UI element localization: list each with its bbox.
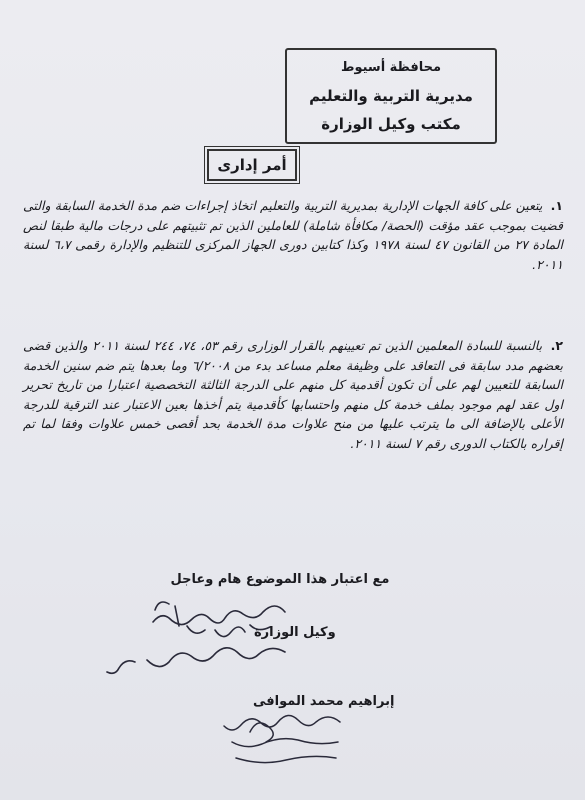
closing-line: مع اعتبار هذا الموضوع هام وعاجل <box>170 572 390 587</box>
governorate-name: محافظة أسيوط <box>340 60 442 75</box>
paragraph-2-number: ٢. <box>550 338 563 353</box>
document-title: أمر إدارى <box>207 149 297 181</box>
paragraph-1-number: ١. <box>550 198 564 213</box>
signatory-title: وكيل الوزارة <box>254 625 336 640</box>
office-name: مكتب وكيل الوزارة <box>321 115 461 133</box>
letterhead-box <box>285 48 497 144</box>
signature-stamp <box>210 702 350 782</box>
paragraph-2-text: بالنسبة للسادة المعلمين الذين تم تعيينهم بالقرار الوزارى رقم ٥٣، ٧٤، ٢٤٤ لسنة ٢٠١١ والذين قضى بعضهم مدد سابقة فى التعاقد على وظيفة معلم مساعد بدء من ٦/٢٠٠٨ وما بعدها يتم ضم سنين الخدمة السابقة للتعيين لهم على أن تكون أقدمية كل منهم على الدرجة الثالثة التخصصية اعتبارا من تاريخ تحرير اول عقد لهم موجود بملف خدمة كل منهم واحتسابها كأقدمية يتم أخذها بعين الاعتبار عند الترقية للدرجة الأعلى بالإضافة الى ما يترتب عليها من منح علاوات مدة الخدمة بحد أقصى خمس علاوات وفقا لما تم إقراره بالكتاب الدورى رقم ٧ لسنة ٢٠١١. <box>23 338 563 451</box>
paragraph-1 <box>23 196 563 274</box>
directorate-name: مديرية التربية والتعليم <box>309 87 473 105</box>
handwritten-annotation <box>95 592 305 702</box>
paragraph-2 <box>23 336 563 454</box>
signatory-name: إبراهيم محمد الموافى <box>253 694 395 709</box>
paragraph-1-text: يتعين على كافة الجهات الإدارية بمديرية التربية والتعليم اتخاذ إجراءات ضم مدة الخدمة السابقة والتى قضيت بموجب عقد مؤقت (الحصة/ مكافأة شاملة) للعاملين الذين تم تثبيتهم على درجات مالية طبقا لنص المادة ٢٧ من القانون ٤٧ لسنة ١٩٧٨ وكذا كتابين دورى الجهاز المركزى للتنظيم والإدارة رقمى ٦،٧ لسنة ٢٠١١. <box>23 198 563 272</box>
